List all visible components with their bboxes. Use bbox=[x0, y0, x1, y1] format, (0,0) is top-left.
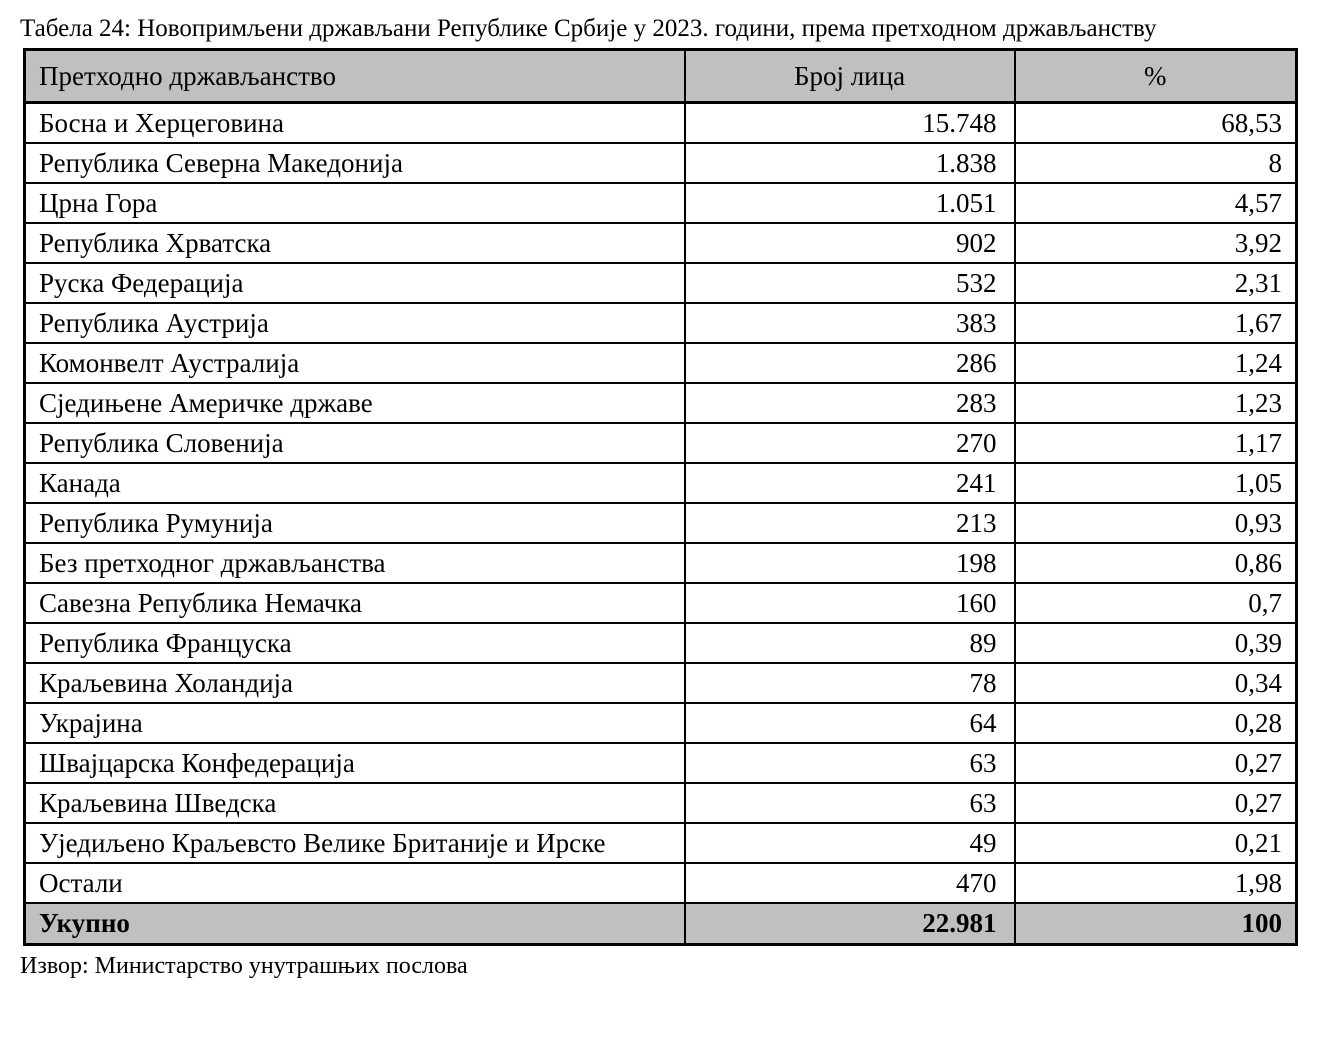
cell-country: Краљевина Шведска bbox=[25, 783, 685, 823]
cell-percent: 0,21 bbox=[1015, 823, 1297, 863]
total-row bbox=[25, 903, 1297, 945]
citizenship-table bbox=[23, 48, 1298, 946]
cell-count: 532 bbox=[685, 263, 1015, 303]
cell-country: Република Румунија bbox=[25, 503, 685, 543]
table-row bbox=[25, 823, 1297, 863]
cell-country: Република Словенија bbox=[25, 423, 685, 463]
cell-count: 286 bbox=[685, 343, 1015, 383]
column-header-previous-citizenship: Претходно држављанство bbox=[25, 50, 685, 103]
table-row bbox=[25, 743, 1297, 783]
cell-count: 270 bbox=[685, 423, 1015, 463]
cell-country: Сједињене Америчке државе bbox=[25, 383, 685, 423]
total-percent: 100 bbox=[1015, 903, 1297, 945]
cell-percent: 4,57 bbox=[1015, 183, 1297, 223]
cell-count: 78 bbox=[685, 663, 1015, 703]
table-row bbox=[25, 543, 1297, 583]
cell-count: 198 bbox=[685, 543, 1015, 583]
cell-percent: 1,67 bbox=[1015, 303, 1297, 343]
cell-percent: 0,93 bbox=[1015, 503, 1297, 543]
cell-percent: 0,27 bbox=[1015, 743, 1297, 783]
source-note: Извор: Министарство унутрашњих послова bbox=[20, 953, 468, 979]
table-row bbox=[25, 703, 1297, 743]
table-row bbox=[25, 143, 1297, 183]
cell-country: Краљевина Холандија bbox=[25, 663, 685, 703]
table-row bbox=[25, 783, 1297, 823]
cell-country: Република Аустрија bbox=[25, 303, 685, 343]
cell-percent: 3,92 bbox=[1015, 223, 1297, 263]
cell-count: 213 bbox=[685, 503, 1015, 543]
cell-percent: 0,7 bbox=[1015, 583, 1297, 623]
column-header-percent: % bbox=[1015, 50, 1297, 103]
table-row bbox=[25, 463, 1297, 503]
cell-percent: 1,17 bbox=[1015, 423, 1297, 463]
cell-country: Остали bbox=[25, 863, 685, 903]
cell-count: 902 bbox=[685, 223, 1015, 263]
cell-percent: 68,53 bbox=[1015, 103, 1297, 144]
cell-percent: 1,24 bbox=[1015, 343, 1297, 383]
table-row bbox=[25, 863, 1297, 903]
table-row bbox=[25, 423, 1297, 463]
table-row bbox=[25, 343, 1297, 383]
cell-count: 1.838 bbox=[685, 143, 1015, 183]
cell-country: Украјина bbox=[25, 703, 685, 743]
cell-percent: 0,39 bbox=[1015, 623, 1297, 663]
cell-country: Руска Федерација bbox=[25, 263, 685, 303]
table-row bbox=[25, 583, 1297, 623]
cell-count: 383 bbox=[685, 303, 1015, 343]
cell-count: 49 bbox=[685, 823, 1015, 863]
cell-count: 160 bbox=[685, 583, 1015, 623]
cell-country: Швајцарска Конфедерација bbox=[25, 743, 685, 783]
cell-count: 241 bbox=[685, 463, 1015, 503]
cell-count: 1.051 bbox=[685, 183, 1015, 223]
cell-count: 89 bbox=[685, 623, 1015, 663]
cell-country: Република Француска bbox=[25, 623, 685, 663]
cell-country: Република Северна Македонија bbox=[25, 143, 685, 183]
table-row bbox=[25, 503, 1297, 543]
cell-country: Комонвелт Аустралија bbox=[25, 343, 685, 383]
total-label: Укупно bbox=[25, 903, 685, 945]
table-row bbox=[25, 183, 1297, 223]
cell-count: 63 bbox=[685, 743, 1015, 783]
table-row bbox=[25, 303, 1297, 343]
cell-percent: 1,98 bbox=[1015, 863, 1297, 903]
cell-count: 470 bbox=[685, 863, 1015, 903]
cell-count: 15.748 bbox=[685, 103, 1015, 144]
cell-percent: 1,05 bbox=[1015, 463, 1297, 503]
table-row bbox=[25, 263, 1297, 303]
cell-country: Уједиљено Краљевсто Велике Британије и Ирске bbox=[25, 823, 685, 863]
cell-percent: 1,23 bbox=[1015, 383, 1297, 423]
cell-count: 63 bbox=[685, 783, 1015, 823]
table-title: Табела 24: Новопримљени држављани Републике Србије у 2023. години, према претходном држављанству bbox=[20, 15, 1157, 42]
cell-count: 283 bbox=[685, 383, 1015, 423]
cell-percent: 0,27 bbox=[1015, 783, 1297, 823]
table-row bbox=[25, 663, 1297, 703]
table-row bbox=[25, 103, 1297, 144]
header-row bbox=[25, 50, 1297, 103]
table-row bbox=[25, 223, 1297, 263]
cell-percent: 2,31 bbox=[1015, 263, 1297, 303]
table-row bbox=[25, 623, 1297, 663]
cell-country: Црна Гора bbox=[25, 183, 685, 223]
cell-percent: 0,34 bbox=[1015, 663, 1297, 703]
cell-country: Канада bbox=[25, 463, 685, 503]
cell-country: Република Хрватска bbox=[25, 223, 685, 263]
cell-percent: 0,28 bbox=[1015, 703, 1297, 743]
cell-country: Босна и Херцеговина bbox=[25, 103, 685, 144]
cell-count: 64 bbox=[685, 703, 1015, 743]
cell-percent: 0,86 bbox=[1015, 543, 1297, 583]
table-row bbox=[25, 383, 1297, 423]
table-body bbox=[25, 103, 1297, 904]
total-count: 22.981 bbox=[685, 903, 1015, 945]
cell-country: Без претходног држављанства bbox=[25, 543, 685, 583]
cell-percent: 8 bbox=[1015, 143, 1297, 183]
column-header-person-count: Број лица bbox=[685, 50, 1015, 103]
cell-country: Савезна Република Немачка bbox=[25, 583, 685, 623]
